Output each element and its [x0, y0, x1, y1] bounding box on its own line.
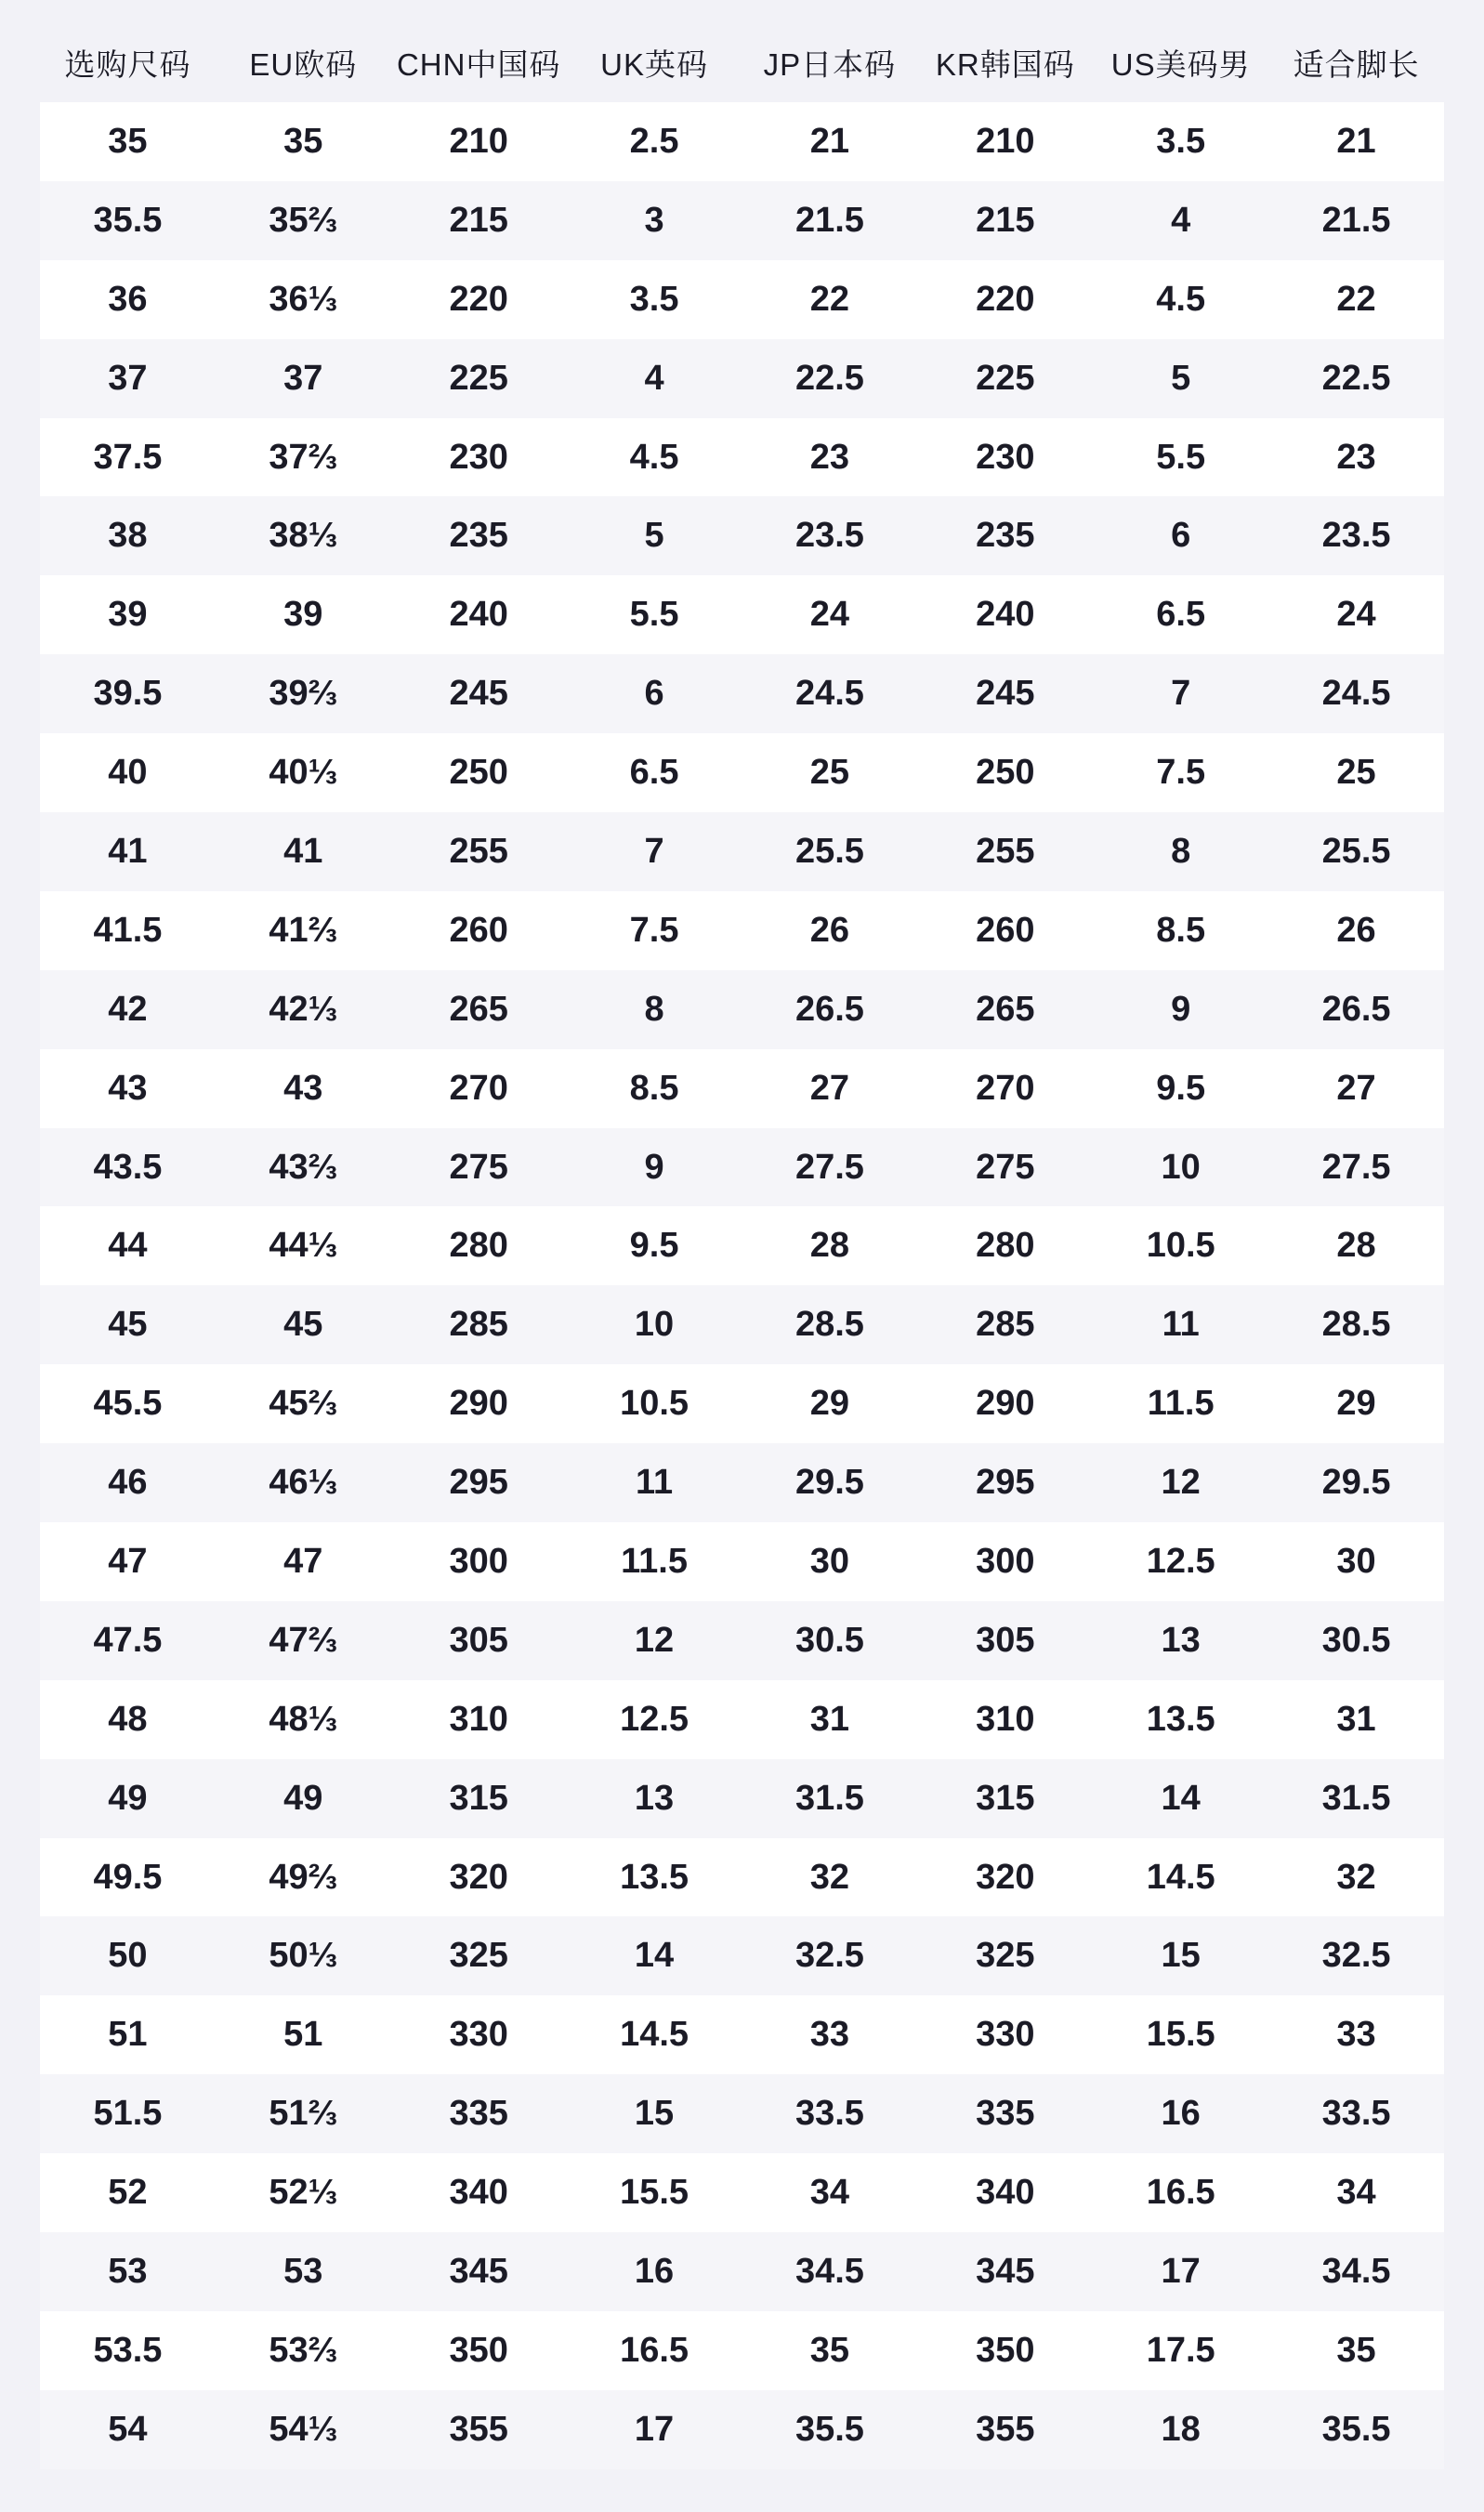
table-cell: 295 [976, 1463, 1035, 1503]
table-cell: 320 [449, 1857, 508, 1897]
table-cell: 41.5 [93, 910, 163, 950]
table-cell: 44 [108, 1226, 148, 1266]
table-cell: 15 [1161, 1936, 1201, 1976]
shoe-size-chart [40, 0, 1444, 2469]
table-cell: 41 [283, 831, 323, 871]
table-cell: 30 [1336, 1541, 1376, 1581]
table-cell: 43.5 [93, 1147, 163, 1187]
table-cell: 22 [1336, 279, 1376, 319]
table-cell: 260 [976, 910, 1035, 950]
table-cell: 35 [283, 121, 323, 161]
table-cell: 30 [809, 1541, 850, 1581]
table-cell: 255 [449, 831, 508, 871]
table-cell: 37.5 [93, 437, 163, 477]
table-cell: 250 [976, 753, 1035, 793]
table-row [40, 970, 1444, 1049]
table-row [40, 1838, 1444, 1917]
table-cell: 49 [108, 1778, 148, 1818]
table-cell: 36 [108, 279, 148, 319]
table-cell: 25 [809, 753, 850, 793]
table-cell: 32.5 [795, 1936, 864, 1976]
table-cell: 31 [1336, 1699, 1376, 1739]
table-cell: 14 [1161, 1778, 1201, 1818]
table-cell: 27 [809, 1068, 850, 1108]
table-row [40, 654, 1444, 733]
table-cell: 8 [1171, 831, 1191, 871]
table-cell: 230 [449, 437, 508, 477]
table-cell: 28.5 [1321, 1305, 1391, 1345]
table-cell: 51.5 [93, 2094, 163, 2134]
table-cell: 38⅓ [269, 516, 338, 556]
table-cell: 40⅓ [269, 753, 338, 793]
table-cell: 285 [449, 1305, 508, 1345]
table-cell: 265 [976, 989, 1035, 1029]
table-cell: 315 [976, 1778, 1035, 1818]
table-cell: 285 [976, 1305, 1035, 1345]
table-cell: 13 [634, 1778, 675, 1818]
table-row [40, 1522, 1444, 1601]
table-cell: 6 [644, 674, 664, 714]
table-cell: 47 [108, 1541, 148, 1581]
table-cell: 13.5 [1146, 1699, 1215, 1739]
table-cell: 29 [809, 1384, 850, 1424]
table-cell: 335 [449, 2094, 508, 2134]
table-cell: 30.5 [1321, 1620, 1391, 1660]
table-cell: 43 [108, 1068, 148, 1108]
table-cell: 25 [1336, 753, 1376, 793]
table-cell: 11 [1162, 1305, 1200, 1345]
table-cell: 36⅓ [269, 279, 338, 319]
table-row [40, 2390, 1444, 2469]
table-cell: 52⅓ [269, 2173, 338, 2213]
table-row [40, 1285, 1444, 1364]
table-cell: 48⅓ [269, 1699, 338, 1739]
table-cell: 44⅓ [269, 1226, 338, 1266]
table-cell: 305 [976, 1620, 1035, 1660]
table-cell: 240 [449, 595, 508, 635]
table-cell: 24 [809, 595, 850, 635]
table-cell: 2.5 [629, 121, 679, 161]
table-row [40, 575, 1444, 654]
table-cell: 235 [976, 516, 1035, 556]
table-cell: 17.5 [1146, 2330, 1215, 2370]
table-cell: 7.5 [629, 910, 679, 950]
table-cell: 10.5 [620, 1384, 689, 1424]
table-row [40, 1443, 1444, 1522]
column-header-uk-size: UK英码 [600, 46, 708, 82]
table-row [40, 733, 1444, 812]
table-cell: 49.5 [93, 1857, 163, 1897]
table-cell: 295 [449, 1463, 508, 1503]
table-cell: 290 [976, 1384, 1035, 1424]
table-cell: 53⅔ [269, 2330, 338, 2370]
table-cell: 51⅔ [269, 2094, 338, 2134]
table-cell: 45 [283, 1305, 323, 1345]
table-cell: 23.5 [1321, 516, 1391, 556]
table-cell: 27.5 [795, 1147, 864, 1187]
column-header-eu-size: EU欧码 [249, 46, 358, 82]
table-row [40, 1916, 1444, 1995]
table-cell: 335 [976, 2094, 1035, 2134]
table-cell: 41⅔ [269, 910, 338, 950]
table-cell: 275 [976, 1147, 1035, 1187]
table-cell: 33 [1336, 2015, 1376, 2055]
table-cell: 5 [1171, 358, 1191, 398]
table-cell: 11 [635, 1463, 674, 1503]
table-cell: 275 [449, 1147, 508, 1187]
table-cell: 355 [976, 2409, 1035, 2449]
table-cell: 17 [1161, 2251, 1201, 2291]
table-cell: 16 [634, 2251, 675, 2291]
table-cell: 39.5 [93, 674, 163, 714]
table-row [40, 2311, 1444, 2390]
table-cell: 10 [634, 1305, 675, 1345]
table-row [40, 339, 1444, 418]
table-cell: 24.5 [1321, 674, 1391, 714]
table-cell: 3 [644, 200, 664, 240]
table-cell: 51 [108, 2015, 148, 2055]
table-cell: 320 [976, 1857, 1035, 1897]
table-cell: 13.5 [620, 1857, 689, 1897]
table-cell: 245 [449, 674, 508, 714]
table-cell: 4 [644, 358, 664, 398]
table-cell: 245 [976, 674, 1035, 714]
table-cell: 5 [644, 516, 664, 556]
table-cell: 16.5 [1146, 2173, 1215, 2213]
table-cell: 7 [644, 831, 664, 871]
table-cell: 350 [449, 2330, 508, 2370]
table-cell: 4.5 [1156, 279, 1206, 319]
table-cell: 23.5 [795, 516, 864, 556]
table-cell: 24.5 [795, 674, 864, 714]
table-cell: 29.5 [1321, 1463, 1391, 1503]
table-cell: 22.5 [795, 358, 864, 398]
table-row [40, 2153, 1444, 2232]
table-row [40, 1206, 1444, 1285]
table-cell: 35⅔ [269, 200, 338, 240]
table-cell: 325 [449, 1936, 508, 1976]
table-row [40, 496, 1444, 575]
table-cell: 49⅔ [269, 1857, 338, 1897]
table-cell: 325 [976, 1936, 1035, 1976]
table-cell: 23 [809, 437, 850, 477]
table-cell: 300 [976, 1541, 1035, 1581]
table-cell: 48 [108, 1699, 148, 1739]
table-row [40, 1601, 1444, 1680]
table-cell: 345 [976, 2251, 1035, 2291]
table-cell: 54⅓ [269, 2409, 338, 2449]
table-cell: 21.5 [1321, 200, 1391, 240]
table-cell: 7.5 [1156, 753, 1206, 793]
table-row [40, 1759, 1444, 1838]
table-cell: 8.5 [1156, 910, 1206, 950]
table-cell: 34 [1336, 2173, 1376, 2213]
table-cell: 270 [976, 1068, 1035, 1108]
table-cell: 220 [976, 279, 1035, 319]
table-cell: 8.5 [629, 1068, 679, 1108]
table-cell: 265 [449, 989, 508, 1029]
table-cell: 26 [1336, 910, 1376, 950]
table-cell: 47.5 [93, 1620, 163, 1660]
table-row [40, 1049, 1444, 1128]
table-cell: 4.5 [629, 437, 679, 477]
table-cell: 34.5 [1321, 2251, 1391, 2291]
table-cell: 12.5 [1146, 1541, 1215, 1581]
table-cell: 225 [449, 358, 508, 398]
table-cell: 52 [108, 2173, 148, 2213]
table-cell: 315 [449, 1778, 508, 1818]
table-cell: 230 [976, 437, 1035, 477]
table-cell: 25.5 [1321, 831, 1391, 871]
table-cell: 9 [644, 1147, 664, 1187]
table-row [40, 102, 1444, 181]
table-cell: 35 [809, 2330, 850, 2370]
table-cell: 15.5 [1146, 2015, 1215, 2055]
table-cell: 11.5 [1147, 1384, 1215, 1424]
table-cell: 12 [1161, 1463, 1201, 1503]
size-chart-body [40, 102, 1444, 2469]
column-header-purchase-size: 选购尺码 [64, 46, 191, 82]
table-cell: 280 [976, 1226, 1035, 1266]
table-cell: 33.5 [1321, 2094, 1391, 2134]
table-cell: 50⅓ [269, 1936, 338, 1976]
table-cell: 46 [108, 1463, 148, 1503]
table-cell: 37⅔ [269, 437, 338, 477]
table-cell: 260 [449, 910, 508, 950]
column-header-foot-length: 适合脚长 [1293, 46, 1420, 82]
table-cell: 290 [449, 1384, 508, 1424]
table-cell: 35 [108, 121, 148, 161]
table-cell: 14.5 [620, 2015, 689, 2055]
table-cell: 54 [108, 2409, 148, 2449]
table-cell: 9.5 [1156, 1068, 1206, 1108]
table-cell: 39 [283, 595, 323, 635]
table-cell: 37 [108, 358, 148, 398]
table-cell: 16 [1161, 2094, 1201, 2134]
table-cell: 40 [108, 753, 148, 793]
table-cell: 39⅔ [269, 674, 338, 714]
table-cell: 330 [449, 2015, 508, 2055]
table-cell: 3.5 [1156, 121, 1206, 161]
table-cell: 330 [976, 2015, 1035, 2055]
table-cell: 17 [634, 2409, 675, 2449]
table-cell: 27 [1336, 1068, 1376, 1108]
table-cell: 32 [1336, 1857, 1376, 1897]
table-cell: 34 [809, 2173, 850, 2213]
table-cell: 9 [1171, 989, 1191, 1029]
table-cell: 340 [976, 2173, 1035, 2213]
table-cell: 350 [976, 2330, 1035, 2370]
table-cell: 24 [1336, 595, 1376, 635]
column-header-us-mens-size: US美码男 [1110, 46, 1251, 82]
table-cell: 29 [1336, 1384, 1376, 1424]
table-cell: 31 [809, 1699, 850, 1739]
table-row [40, 2074, 1444, 2153]
table-cell: 305 [449, 1620, 508, 1660]
table-cell: 26.5 [1321, 989, 1391, 1029]
table-cell: 26 [809, 910, 850, 950]
table-cell: 4 [1171, 200, 1191, 240]
table-cell: 37 [283, 358, 323, 398]
table-cell: 42⅓ [269, 989, 338, 1029]
table-cell: 53 [108, 2251, 148, 2291]
table-cell: 6.5 [629, 753, 679, 793]
table-cell: 53.5 [93, 2330, 163, 2370]
table-cell: 6 [1171, 516, 1191, 556]
table-cell: 31.5 [795, 1778, 864, 1818]
table-cell: 30.5 [795, 1620, 864, 1660]
table-cell: 355 [449, 2409, 508, 2449]
table-cell: 345 [449, 2251, 508, 2291]
table-cell: 16.5 [620, 2330, 689, 2370]
table-cell: 340 [449, 2173, 508, 2213]
table-cell: 215 [976, 200, 1035, 240]
table-cell: 210 [976, 121, 1035, 161]
table-cell: 28.5 [795, 1305, 864, 1345]
table-row [40, 1680, 1444, 1759]
table-cell: 42 [108, 989, 148, 1029]
table-cell: 15.5 [620, 2173, 689, 2213]
table-cell: 13 [1161, 1620, 1201, 1660]
table-cell: 51 [283, 2015, 323, 2055]
table-cell: 225 [976, 358, 1035, 398]
table-cell: 50 [108, 1936, 148, 1976]
column-header-chn-size: CHN中国码 [396, 46, 561, 82]
table-cell: 28 [1336, 1226, 1376, 1266]
table-row [40, 1995, 1444, 2074]
table-cell: 310 [449, 1699, 508, 1739]
table-cell: 45⅔ [269, 1384, 338, 1424]
table-cell: 10 [1161, 1147, 1201, 1187]
table-cell: 43 [283, 1068, 323, 1108]
table-cell: 25.5 [795, 831, 864, 871]
table-row [40, 418, 1444, 497]
table-cell: 18 [1161, 2409, 1201, 2449]
table-cell: 26.5 [795, 989, 864, 1029]
table-cell: 240 [976, 595, 1035, 635]
column-header-jp-size: JP日本码 [763, 46, 897, 82]
table-cell: 33 [809, 2015, 850, 2055]
table-cell: 32.5 [1321, 1936, 1391, 1976]
table-cell: 21 [1336, 121, 1376, 161]
table-cell: 11.5 [621, 1541, 688, 1581]
table-cell: 46⅓ [269, 1463, 338, 1503]
table-cell: 27.5 [1321, 1147, 1391, 1187]
size-chart-header [40, 0, 1444, 102]
column-header-kr-size: KR韩国码 [935, 46, 1075, 82]
table-cell: 5.5 [1156, 437, 1206, 477]
table-cell: 35.5 [795, 2409, 864, 2449]
table-cell: 45.5 [93, 1384, 163, 1424]
table-cell: 33.5 [795, 2094, 864, 2134]
table-cell: 215 [449, 200, 508, 240]
table-cell: 49 [283, 1778, 323, 1818]
table-cell: 31.5 [1321, 1778, 1391, 1818]
table-cell: 5.5 [629, 595, 679, 635]
table-row [40, 1128, 1444, 1207]
table-cell: 22.5 [1321, 358, 1391, 398]
table-cell: 35 [1336, 2330, 1376, 2370]
table-cell: 23 [1336, 437, 1376, 477]
table-cell: 43⅔ [269, 1147, 338, 1187]
table-cell: 22 [809, 279, 850, 319]
table-row [40, 260, 1444, 339]
table-cell: 14.5 [1146, 1857, 1215, 1897]
table-cell: 9.5 [629, 1226, 679, 1266]
table-cell: 210 [449, 121, 508, 161]
table-cell: 47⅔ [269, 1620, 338, 1660]
table-cell: 270 [449, 1068, 508, 1108]
table-cell: 32 [809, 1857, 850, 1897]
table-cell: 310 [976, 1699, 1035, 1739]
table-row [40, 2232, 1444, 2311]
table-cell: 38 [108, 516, 148, 556]
table-cell: 45 [108, 1305, 148, 1345]
table-cell: 21 [809, 121, 850, 161]
table-cell: 3.5 [629, 279, 679, 319]
table-cell: 47 [283, 1541, 323, 1581]
table-cell: 29.5 [795, 1463, 864, 1503]
table-cell: 250 [449, 753, 508, 793]
table-cell: 21.5 [795, 200, 864, 240]
table-cell: 280 [449, 1226, 508, 1266]
table-cell: 35.5 [1321, 2409, 1391, 2449]
table-cell: 235 [449, 516, 508, 556]
table-cell: 7 [1171, 674, 1191, 714]
table-cell: 6.5 [1156, 595, 1206, 635]
table-cell: 10.5 [1146, 1226, 1215, 1266]
table-cell: 15 [634, 2094, 675, 2134]
table-row [40, 812, 1444, 891]
table-row [40, 891, 1444, 970]
table-cell: 53 [283, 2251, 323, 2291]
table-cell: 14 [634, 1936, 675, 1976]
table-cell: 34.5 [795, 2251, 864, 2291]
table-row [40, 181, 1444, 260]
table-cell: 41 [108, 831, 148, 871]
table-cell: 8 [644, 989, 664, 1029]
table-cell: 28 [809, 1226, 850, 1266]
table-cell: 12.5 [620, 1699, 689, 1739]
table-cell: 220 [449, 279, 508, 319]
table-cell: 255 [976, 831, 1035, 871]
table-row [40, 1364, 1444, 1443]
table-cell: 300 [449, 1541, 508, 1581]
table-cell: 12 [634, 1620, 675, 1660]
table-cell: 39 [108, 595, 148, 635]
table-cell: 35.5 [93, 200, 163, 240]
